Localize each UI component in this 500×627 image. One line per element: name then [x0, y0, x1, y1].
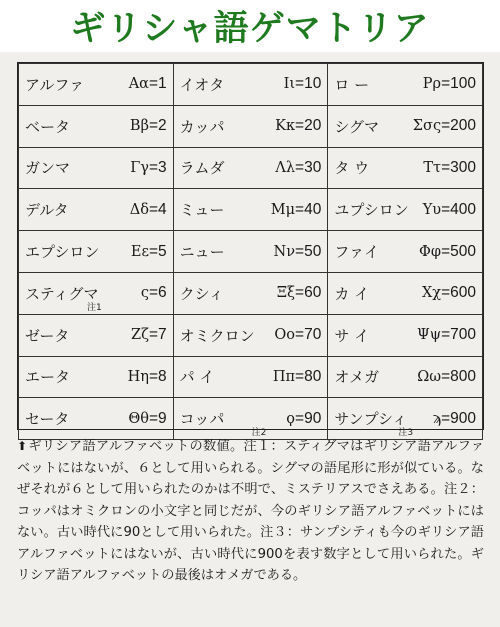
- letter-cell-content: [334, 231, 476, 272]
- letter-name: シグマ: [334, 117, 380, 136]
- greek-letter: Λλ: [275, 159, 296, 176]
- letter-name: カ イ: [334, 284, 370, 303]
- letter-cell-content: [334, 315, 476, 356]
- letter-name: アルファ: [25, 75, 85, 94]
- letter-cell-content: [25, 106, 167, 147]
- letter-name: カッパ: [179, 117, 225, 136]
- letter-name: ゼータ: [25, 326, 70, 345]
- letter-cell: [328, 314, 483, 356]
- up-arrow-icon: ⬆: [17, 439, 28, 453]
- greek-letter: Θθ: [128, 410, 149, 427]
- letter-cell: [328, 231, 483, 273]
- greek-letter: ϙ: [286, 410, 296, 427]
- greek-letter: Σσς: [412, 118, 442, 135]
- numeric-value: =600: [441, 284, 476, 302]
- letter-cell: [328, 356, 483, 398]
- letter-name: ファイ: [334, 243, 380, 262]
- letter-cell: [173, 272, 328, 314]
- numeric-value: =70: [295, 326, 322, 344]
- greek-letter: Δδ: [129, 201, 149, 218]
- letter-cell: [19, 356, 174, 398]
- letter-cell-content: [334, 273, 476, 314]
- table-row: [19, 272, 483, 314]
- letter-cell: [173, 147, 328, 189]
- letter-cell: [19, 398, 174, 440]
- letter-name: オメガ: [334, 368, 380, 387]
- letter-cell: [328, 147, 483, 189]
- gematria-grid: [18, 63, 483, 440]
- letter-cell: [328, 64, 483, 106]
- numeric-value: =1: [148, 75, 167, 93]
- letter-name: ユプシロン: [334, 201, 409, 220]
- letter-cell-content: [25, 189, 167, 230]
- letter-name: ガンマ: [25, 159, 71, 178]
- letter-name: スティグマ: [25, 284, 99, 303]
- numeric-value: =900: [441, 409, 476, 427]
- numeric-value: =500: [441, 242, 476, 260]
- greek-letter: Ρρ: [422, 76, 442, 93]
- letter-cell: [173, 189, 328, 231]
- greek-letter: Ξξ: [276, 285, 296, 302]
- greek-letter: Νν: [273, 243, 296, 260]
- numeric-value: =60: [295, 284, 322, 302]
- letter-cell-content: [180, 106, 322, 147]
- letter-cell: [328, 105, 483, 147]
- letter-cell: [328, 272, 483, 314]
- letter-cell: [173, 356, 328, 398]
- numeric-value: =6: [148, 284, 167, 302]
- footnote-marker: 注1: [87, 302, 102, 313]
- table-row: [19, 147, 483, 189]
- letter-cell: [173, 64, 328, 106]
- numeric-value: =100: [441, 75, 476, 93]
- greek-letter: Ββ: [129, 118, 149, 135]
- letter-name: コッパ: [179, 410, 225, 429]
- letter-cell: [173, 231, 328, 273]
- letter-cell-content: [180, 315, 322, 356]
- greek-letter: Ππ: [272, 368, 296, 385]
- gematria-table: [17, 62, 484, 439]
- greek-letter: Οο: [274, 327, 296, 344]
- letter-cell-content: [334, 189, 476, 230]
- letter-name: イオタ: [179, 75, 225, 94]
- letter-name: オミクロン: [179, 326, 255, 345]
- letter-cell-content: [180, 273, 322, 314]
- letter-cell-content: [25, 357, 167, 398]
- table-row: [19, 356, 483, 398]
- greek-letter: ϡ: [432, 410, 442, 427]
- numeric-value: =8: [148, 367, 167, 385]
- greek-letter: Μμ: [270, 201, 296, 218]
- numeric-value: =4: [148, 200, 167, 218]
- table-row: [19, 231, 483, 273]
- letter-name: タ ウ: [334, 159, 370, 178]
- letter-cell: [173, 105, 328, 147]
- letter-cell: [19, 189, 174, 231]
- letter-name: サ イ: [334, 326, 370, 345]
- letter-cell: [19, 314, 174, 356]
- numeric-value: =50: [295, 242, 322, 260]
- letter-name: ニュー: [179, 243, 225, 262]
- letter-cell-content: [25, 398, 167, 439]
- numeric-value: =90: [295, 409, 322, 427]
- letter-cell-content: [25, 231, 167, 272]
- table-row: [19, 105, 483, 147]
- numeric-value: =200: [441, 117, 476, 135]
- numeric-value: =9: [148, 409, 167, 427]
- letter-cell-content: [334, 148, 476, 189]
- letter-cell-content: [180, 189, 322, 230]
- greek-letter: Φφ: [419, 243, 442, 260]
- letter-cell: [328, 398, 483, 440]
- letter-cell-content: [180, 398, 322, 439]
- page-title: ギリシャ語ゲマトリア: [0, 0, 500, 52]
- greek-letter: Ττ: [423, 159, 442, 176]
- letter-name: ベータ: [25, 117, 71, 136]
- letter-name: ミュー: [179, 201, 225, 220]
- letter-cell-content: [25, 148, 167, 189]
- greek-letter: Κκ: [275, 118, 296, 135]
- letter-cell: [19, 105, 174, 147]
- letter-cell-content: [334, 357, 476, 398]
- numeric-value: =40: [295, 200, 322, 218]
- letter-cell-content: [180, 231, 322, 272]
- greek-letter: Αα: [128, 76, 149, 93]
- letter-cell-content: [25, 315, 167, 356]
- numeric-value: =7: [148, 326, 167, 344]
- numeric-value: =400: [441, 200, 476, 218]
- letter-cell-content: [334, 106, 476, 147]
- letter-name: セータ: [25, 410, 70, 429]
- letter-name: デルタ: [25, 201, 69, 220]
- letter-cell: [328, 189, 483, 231]
- greek-letter: Εε: [130, 243, 149, 260]
- letter-name: エータ: [25, 368, 71, 387]
- letter-name: ロ ー: [334, 75, 370, 94]
- footnote-marker: 注3: [398, 428, 414, 439]
- letter-name: エプシロン: [25, 243, 100, 262]
- letter-cell: [19, 231, 174, 273]
- greek-letter: Γγ: [130, 159, 149, 176]
- caption: [17, 436, 484, 587]
- letter-cell: [173, 314, 328, 356]
- letter-name: パ イ: [179, 368, 215, 387]
- letter-name: サンプシィ: [334, 410, 408, 429]
- table-row: [19, 189, 483, 231]
- letter-cell: [173, 398, 328, 440]
- numeric-value: =2: [148, 117, 167, 135]
- numeric-value: =30: [295, 158, 322, 176]
- numeric-value: =5: [148, 242, 167, 260]
- letter-cell: [19, 147, 174, 189]
- letter-cell-content: [334, 64, 476, 105]
- greek-letter: Ζζ: [131, 327, 149, 344]
- letter-cell: [19, 64, 174, 106]
- caption-text: ギリシア語アルファベットの数値。注１：スティグマはギリシア語アルファベットにはないが、６として用いられる。シグマの語尾形に形が似ている。なぜそれが６として用いられたのかは不明で、ミステリアスでさえある。注２：コッパはオミクロンの小文字と同じだが、今のギリシア語アルファベットにはない。古い時代に90として用いられた。注３：サンプシティも今のギリシア語アルファベットにはないが、古い時代に900を表す数字として用いられた。ギリシア語アルファベットの最後はオメガである。: [17, 439, 484, 583]
- greek-letter: Ψψ: [416, 327, 442, 344]
- table-row: [19, 64, 483, 106]
- numeric-value: =300: [441, 158, 476, 176]
- letter-name: ラムダ: [179, 159, 225, 178]
- letter-cell-content: [180, 148, 322, 189]
- letter-name: クシィ: [179, 284, 224, 303]
- letter-cell-content: [180, 357, 322, 398]
- greek-letter: Ηη: [127, 368, 149, 385]
- numeric-value: =20: [295, 117, 322, 135]
- table-row: [19, 398, 483, 440]
- numeric-value: =10: [295, 75, 322, 93]
- greek-letter: Ωω: [417, 368, 442, 385]
- greek-letter: ς: [140, 285, 149, 302]
- greek-letter: Χχ: [421, 285, 442, 302]
- numeric-value: =3: [148, 158, 167, 176]
- numeric-value: =800: [441, 367, 476, 385]
- table-row: [19, 314, 483, 356]
- letter-cell-content: [180, 64, 322, 105]
- greek-letter: Ιι: [283, 76, 296, 93]
- letter-cell-content: [25, 64, 167, 105]
- numeric-value: =700: [441, 326, 476, 344]
- numeric-value: =80: [295, 367, 322, 385]
- footnote-marker: 注2: [251, 428, 267, 439]
- letter-cell: [19, 272, 174, 314]
- greek-letter: Υυ: [422, 201, 442, 218]
